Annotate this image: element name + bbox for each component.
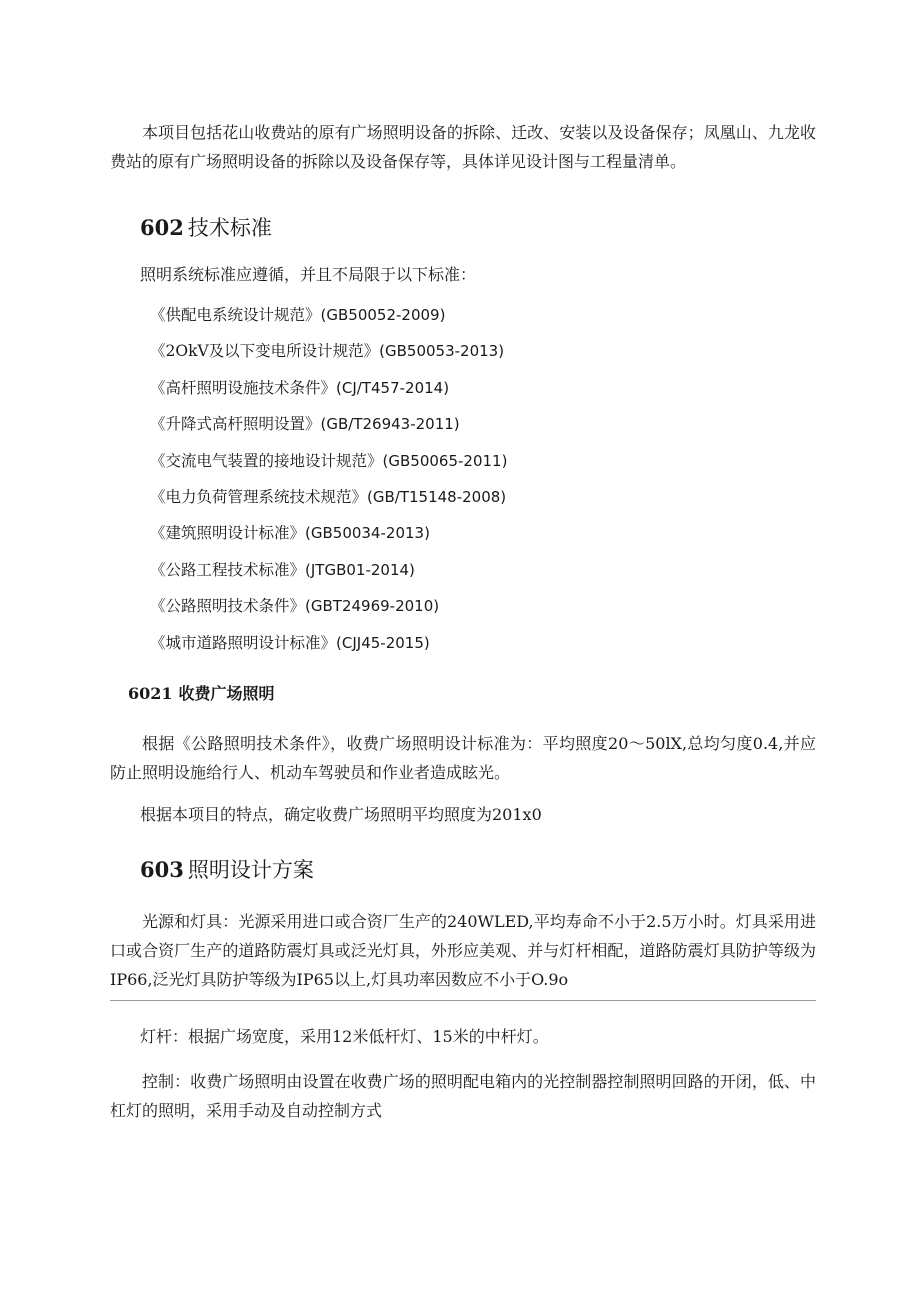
standard-item <box>150 521 507 557</box>
light-source-paragraph: 光源和灯具：光源采用进口或合资厂生产的240WLED,平均寿命不小于2.5万小时。灯具采用进口或合资厂生产的道路防震灯具或泛光灯具，外形应美观、并与灯杆相配，道路防震灯具防护等级为IP66,泛光灯具防护等级为IP65以上,灯具功率因数应不小于O.9o <box>110 912 816 989</box>
standard-name: 《2OkV及以下变电所设计规范》 <box>150 342 380 361</box>
section-number: 603 <box>140 857 184 882</box>
section-title: 照明设计方案 <box>187 858 314 882</box>
illuminance-standard-paragraph: 根据《公路照明技术条件》，收费广场照明设计标准为：平均照度20～50lX,总均匀度0.4,并应防止照明设施给行人、机动车驾驶员和作业者造成眩光。 <box>110 734 816 782</box>
standard-item <box>150 631 507 667</box>
section-602-heading <box>140 214 272 242</box>
standards-list <box>150 303 507 667</box>
section-title: 技术标准 <box>187 216 272 240</box>
control-paragraph: 控制：收费广场照明由设置在收费广场的照明配电箱内的光控制器控制照明回路的开闭，低、中杠灯的照明，采用手动及自动控制方式 <box>110 1072 816 1120</box>
divider-line <box>110 1000 816 1001</box>
standard-item <box>150 412 507 448</box>
average-illuminance-paragraph: 根据本项目的特点，确定收费广场照明平均照度为201x0 <box>140 805 542 824</box>
intro-paragraph: 本项目包括花山收费站的原有广场照明设备的拆除、迁改、安装以及设备保存；凤凰山、九龙收费站的原有广场照明设备的拆除以及设备保存等，具体详见设计图与工程量清单。 <box>110 123 816 171</box>
standard-item <box>150 594 507 630</box>
pole-paragraph: 灯杆：根据广场宽度，采用12米低杆灯、15米的中杆灯。 <box>140 1027 549 1046</box>
standards-lead: 照明系统标准应遵循，并且不局限于以下标准： <box>140 265 477 284</box>
standard-name: 《交流电气装置的接地设计规范》 <box>150 451 383 470</box>
standard-item <box>150 339 507 375</box>
standard-name: 《升降式高杆照明设置》 <box>150 415 321 434</box>
standard-code: (GB50052-2009) <box>320 306 446 324</box>
standard-code: (GB/T15148-2008) <box>367 487 507 506</box>
standard-name: 《公路工程技术标准》 <box>150 560 306 579</box>
standard-item <box>150 485 507 521</box>
standard-item <box>150 558 507 594</box>
standard-code: (JTGB01-2014) <box>305 560 415 579</box>
standard-code: (GB50053-2013) <box>379 342 505 361</box>
standard-name: 《供配电系统设计规范》 <box>150 306 321 324</box>
standard-name: 《建筑照明设计标准》 <box>150 524 306 543</box>
section-number: 602 <box>140 215 184 240</box>
standard-code: (GB/T26943-2011) <box>320 415 460 434</box>
standard-code: (GB50034-2013) <box>305 524 430 543</box>
standard-name: 《高杆照明设施技术条件》 <box>150 378 337 397</box>
section-6021-heading <box>128 682 275 706</box>
standard-code: (CJ/T457-2014) <box>336 378 450 397</box>
standard-item <box>150 376 507 412</box>
standard-code: (GB50065-2011) <box>382 451 508 470</box>
standard-item <box>150 449 507 485</box>
standard-item <box>150 303 507 339</box>
standard-code: (CJJ45-2015) <box>336 633 430 652</box>
standard-name: 《公路照明技术条件》 <box>150 597 306 616</box>
subsection-title: 收费广场照明 <box>178 684 275 703</box>
section-603-heading <box>140 856 314 884</box>
standard-name: 《电力负荷管理系统技术规范》 <box>150 487 368 506</box>
standard-name: 《城市道路照明设计标准》 <box>150 633 337 652</box>
subsection-number: 6021 <box>128 684 173 703</box>
standard-code: (GBT24969-2010) <box>305 597 440 616</box>
